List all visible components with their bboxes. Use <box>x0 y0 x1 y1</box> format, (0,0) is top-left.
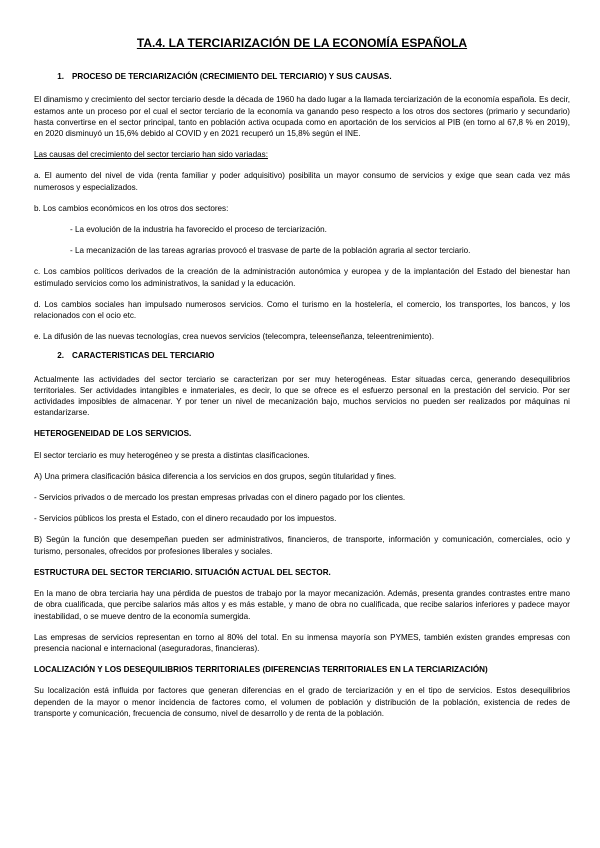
classification-b: B) Según la función que desempeñan pueden ser administrativos, financieros, de transporte, información y comunicación, comerciales, ocio y turismo, personales, ofrecidos por profesiones liberales y sociales. <box>34 535 570 556</box>
location-heading: LOCALIZACIÓN Y LOS DESEQUILIBRIOS TERRITORIALES (DIFERENCIAS TERRITORIALES EN LA TERCIARIZACIÓN) <box>34 665 488 675</box>
cause-a: a. El aumento del nivel de vida (renta familiar y poder adquisitivo) posibilita un mayor consumo de servicios y exige que sean cada vez más numerosos y especializados. <box>34 171 570 192</box>
heterogeneity-intro: El sector terciario es muy heterogéneo y se presta a distintas clasificaciones. <box>34 450 310 460</box>
cause-d: d. Los cambios sociales han impulsado numerosos servicios. Como el turismo en la hostelería, el comercio, los transportes, los bancos, y los relacionados con el ocio etc. <box>34 299 570 321</box>
section1-heading <box>34 71 570 82</box>
section1-heading-text: PROCESO DE TERCIARIZACIÓN (CRECIMIENTO DEL TERCIARIO) Y SUS CAUSAS. <box>72 72 392 82</box>
cause-e: e. La difusión de las nuevas tecnologías, crea nuevos servicios (telecompra, teleenseñanza, teleentrenimiento). <box>34 332 434 342</box>
cause-b: b. Los cambios económicos en los otros dos sectores: <box>34 203 229 213</box>
section1-intro: El dinamismo y crecimiento del sector terciario desde la década de 1960 ha dado lugar a la llamada terciarización de la economía española. Es decir, estamos ante un proceso por el cual el sector terciario de la economía va ganando peso respecto a los otros dos sectores (primario y secundario) hasta convertirse en el sector principal, tanto en población activa ocupada como en aportación de los servicios al PIB (en torno al 67,8 % en 2019), en 2020 disminuyó un 15,6% debido al COVID y en 2021 recuperó un 15,8% según el INE. <box>34 95 570 139</box>
classification-a-item-2: - Servicios públicos los presta el Estado, con el dinero recaudado por los impuestos. <box>34 514 337 524</box>
structure-paragraph-2: Las empresas de servicios representan en torno al 80% del total. En su inmensa mayoría son PYMES, también existen grandes empresas con presencia nacional e internacional (aseguradoras, financieras). <box>34 632 570 653</box>
classification-a: A) Una primera clasificación básica diferencia a los servicios en dos grupos, según titularidad y fines. <box>34 471 397 481</box>
cause-c: c. Los cambios políticos derivados de la creación de la administración autonómica y europea y de la implantación del Estado del bienestar han estimulado servicios como los administrativos, la sanidad y la educación. <box>34 267 570 288</box>
location-paragraph: Su localización está influida por factores que generan diferencias en el grado de terciarización y en el tipo de servicios. Estos desequilibrios dependen de la mayor o menor incidencia de factores como, el volumen de población y distribución de la población, existencia de redes de transporte y comunicación, frecuencia de consumo, nivel de desarrollo y de renta de la población. <box>34 686 570 718</box>
heterogeneity-heading: HETEROGENEIDAD DE LOS SERVICIOS. <box>34 429 192 439</box>
section2-intro: Actualmente las actividades del sector terciario se caracterizan por ser muy heterogéneas. Estar situadas cerca, generando desequilibrios territoriales. Ser actividades intangibles e inmateriales, es decir, lo que se ofrece es el esfuerzo personal en la prestación del servicio. Por ser actividades imposibles de almacenar. Y por tener un nivel de mecanización bajo, muchos servicios no pueden ser realizados por máquinas ni estandarizarse. <box>34 374 570 418</box>
structure-heading: ESTRUCTURA DEL SECTOR TERCIARIO. SITUACIÓN ACTUAL DEL SECTOR. <box>34 567 331 577</box>
classification-a-item-1: - Servicios privados o de mercado los prestan empresas privadas con el dinero pagado por los clientes. <box>34 493 406 503</box>
structure-paragraph-1: En la mano de obra terciaria hay una pérdida de puestos de trabajo por la mayor mecanización. Además, presenta grandes contrastes entre mano de obra cualificada, que percibe salarios más altos y es más estable, y mano de obra no cualificada, que recibe salarios inferiores y padece mayor inestabilidad, o se mueve dentro de la economía sumergida. <box>34 589 570 621</box>
cause-b-item-1: - La evolución de la industria ha favorecido el proceso de terciarización. <box>70 225 327 235</box>
section2-heading <box>34 350 570 361</box>
document-title: TA.4. LA TERCIARIZACIÓN DE LA ECONOMÍA ESPAÑOLA <box>136 36 468 50</box>
section2-number: 2. <box>57 351 64 361</box>
causes-heading: Las causas del crecimiento del sector terciario han sido variadas: <box>34 150 268 160</box>
section1-number: 1. <box>57 72 64 82</box>
section2-heading-text: CARACTERISTICAS DEL TERCIARIO <box>72 351 215 361</box>
cause-b-item-2: - La mecanización de las tareas agrarias provocó el trasvase de parte de la población agraria al sector terciario. <box>70 246 471 256</box>
